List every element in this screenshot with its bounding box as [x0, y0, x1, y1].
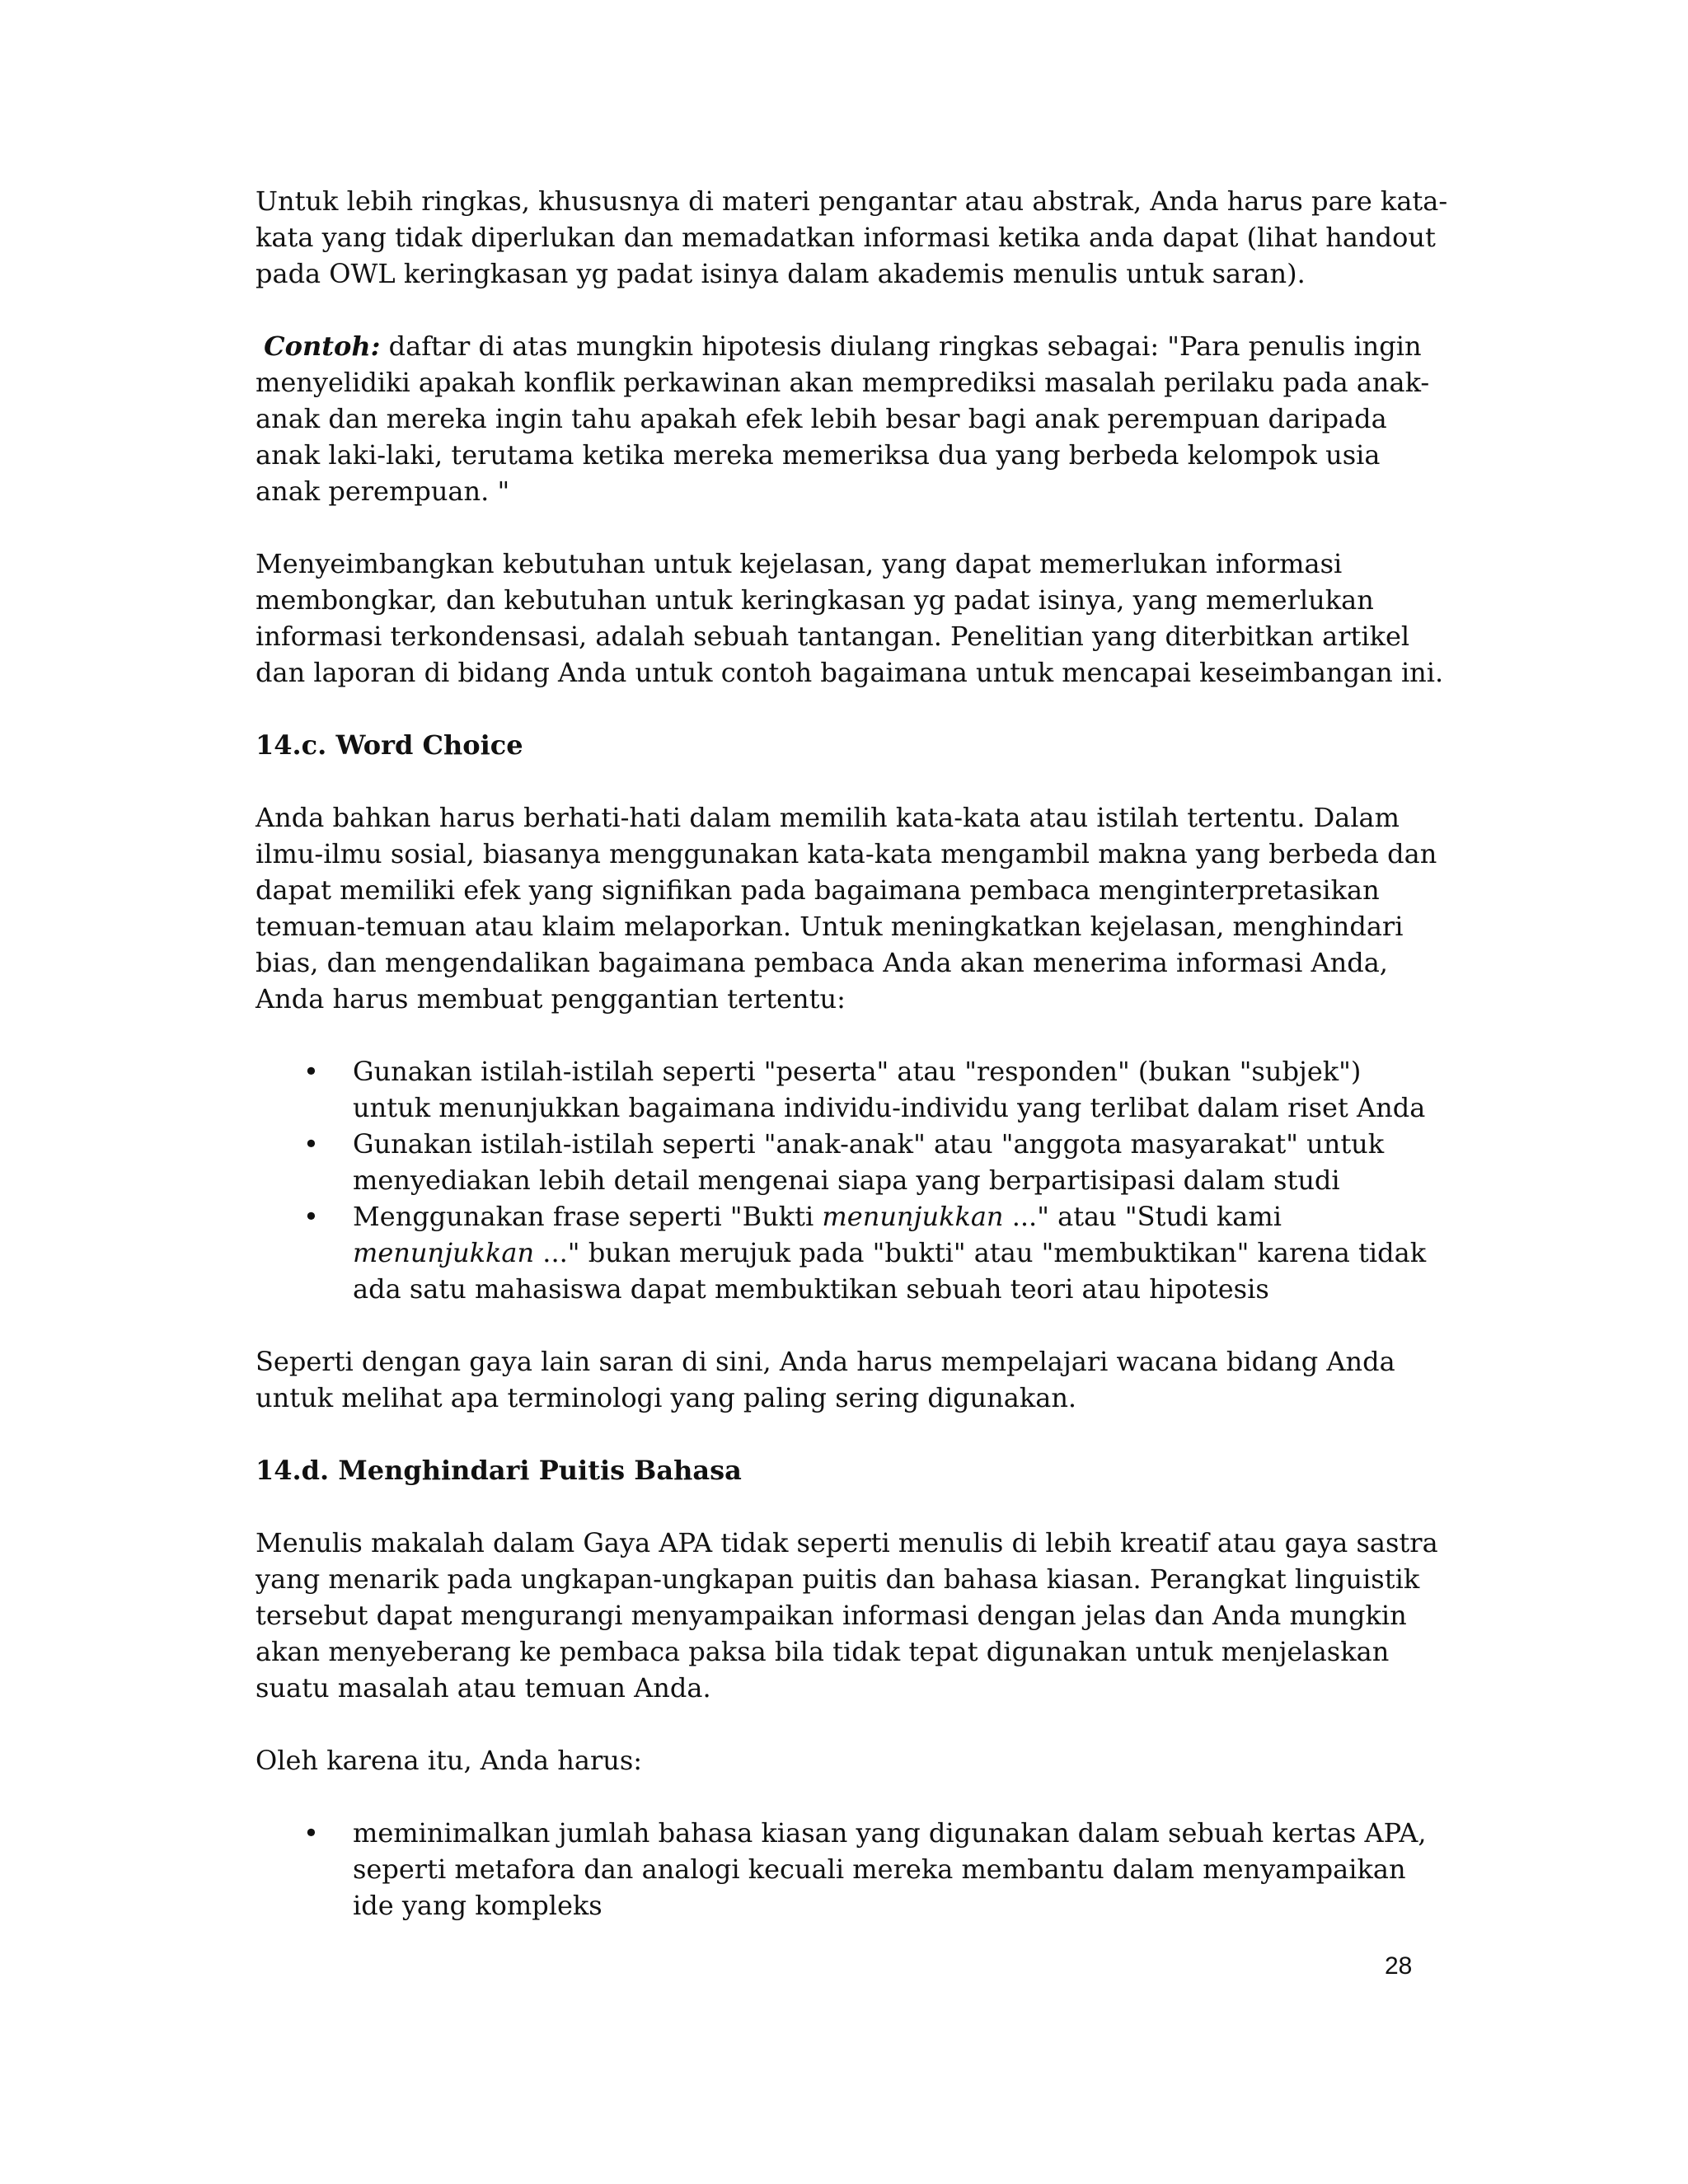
text-line: Anda bahkan harus berhati-hati dalam memilih kata-kata atau istilah tertentu. Dalam: [256, 802, 1400, 833]
text-line: bias, dan mengendalikan bagaimana pembaca Anda akan menerima informasi Anda,: [256, 947, 1388, 978]
paragraph-conciseness: [256, 183, 1451, 292]
text-line: suatu masalah atau temuan Anda.: [256, 1672, 711, 1704]
text-line: tersebut dapat mengurangi menyampaikan informasi dengan jelas dan Anda mungkin: [256, 1600, 1407, 1631]
text-line: pada OWL keringkasan yg padat isinya dalam akademis menulis untuk saran).: [256, 258, 1306, 289]
text-line: temuan-temuan atau klaim melaporkan. Untuk meningkatkan kejelasan, menghindari: [256, 911, 1404, 942]
text-line: menyediakan lebih detail mengenai siapa yang berpartisipasi dalam studi: [353, 1165, 1340, 1196]
list-item: [256, 1126, 1451, 1198]
text-line: informasi terkondensasi, adalah sebuah tantangan. Penelitian yang diterbitkan artikel: [256, 621, 1410, 652]
text-line: Menyeimbangkan kebutuhan untuk kejelasan, yang dapat memerlukan informasi: [256, 548, 1343, 579]
italic-term: menunjukkan: [353, 1237, 535, 1268]
text-line: Gunakan istilah-istilah seperti "anak-anak" atau "anggota masyarakat" untuk: [353, 1128, 1385, 1160]
text-line: akan menyeberang ke pembaca paksa bila tidak tepat digunakan untuk menjelaskan: [256, 1636, 1390, 1667]
paragraph-terminology: [256, 1343, 1451, 1416]
section-heading-poetic-language: 14.d. Menghindari Puitis Bahasa: [256, 1455, 742, 1486]
text-line: menyelidiki apakah konflik perkawinan akan memprediksi masalah perilaku pada anak-: [256, 367, 1430, 398]
text-line: meminimalkan jumlah bahasa kiasan yang digunakan dalam sebuah kertas APA,: [353, 1817, 1427, 1849]
text-line: [353, 1198, 1451, 1235]
text-line: anak perempuan. ": [256, 476, 510, 507]
text-line: anak dan mereka ingin tahu apakah efek lebih besar bagi anak perempuan daripada: [256, 403, 1387, 434]
paragraph-balancing: [256, 546, 1451, 691]
text-line: kata yang tidak diperlukan dan memadatkan informasi ketika anda dapat (lihat handout: [256, 222, 1436, 253]
italic-term: menunjukkan: [822, 1201, 1004, 1232]
text-line: Gunakan istilah-istilah seperti "peserta" atau "responden" (bukan "subjek"): [353, 1056, 1362, 1087]
list-item: [256, 1815, 1451, 1924]
word-choice-bullet-list: [256, 1053, 1451, 1307]
list-item: [256, 1053, 1451, 1126]
text-line: Menulis makalah dalam Gaya APA tidak seperti menulis di lebih kreatif atau gaya sastra: [256, 1527, 1438, 1558]
poetic-language-bullet-list: [256, 1815, 1451, 1924]
text-line: Oleh karena itu, Anda harus:: [256, 1745, 643, 1776]
paragraph-therefore: [256, 1742, 1451, 1779]
text-line: membongkar, dan kebutuhan untuk keringkasan yg padat isinya, yang memerlukan: [256, 584, 1374, 616]
text-run: ..." atau "Studi kami: [1003, 1201, 1282, 1232]
list-item: [256, 1198, 1451, 1307]
text-line: seperti metafora dan analogi kecuali mereka membantu dalam menyampaikan: [353, 1854, 1406, 1885]
text-line: untuk menunjukkan bagaimana individu-individu yang terlibat dalam riset Anda: [353, 1092, 1426, 1123]
section-heading-word-choice: 14.c. Word Choice: [256, 729, 523, 761]
text-line: dan laporan di bidang Anda untuk contoh bagaimana untuk mencapai keseimbangan ini.: [256, 657, 1444, 688]
text-line: dapat memiliki efek yang signifikan pada bagaimana pembaca menginterpretasikan: [256, 874, 1380, 906]
text-line: Seperti dengan gaya lain saran di sini, Anda harus mempelajari wacana bidang Anda: [256, 1346, 1395, 1377]
text-line: anak laki-laki, terutama ketika mereka memeriksa dua yang berbeda kelompok usia: [256, 439, 1381, 471]
text-line: untuk melihat apa terminologi yang paling sering digunakan.: [256, 1382, 1077, 1413]
text-line: ide yang kompleks: [353, 1890, 603, 1921]
bullet-icon: •: [303, 1056, 319, 1087]
paragraph-apa-style: [256, 1525, 1451, 1706]
text-line: Anda harus membuat penggantian tertentu:: [256, 983, 846, 1015]
bullet-icon: •: [303, 1128, 319, 1160]
page-number: 28: [1385, 1952, 1413, 1980]
text-line: ada satu mahasiswa dapat membuktikan sebuah teori atau hipotesis: [353, 1273, 1269, 1305]
paragraph-example: [256, 328, 1451, 509]
text-run: ..." bukan merujuk pada "bukti" atau "membuktikan" karena tidak: [534, 1237, 1427, 1268]
text-line: yang menarik pada ungkapan-ungkapan puitis dan bahasa kiasan. Perangkat linguistik: [256, 1563, 1420, 1595]
text-line: [256, 328, 1451, 364]
text-line: ilmu-ilmu sosial, biasanya menggunakan kata-kata mengambil makna yang berbeda dan: [256, 838, 1437, 869]
bullet-icon: •: [303, 1201, 319, 1232]
page-content: [256, 183, 1451, 1960]
text-line: Untuk lebih ringkas, khususnya di materi pengantar atau abstrak, Anda harus pare kata-: [256, 185, 1448, 217]
example-text: daftar di atas mungkin hipotesis diulang ringkas sebagai: "Para penulis ingin: [380, 330, 1422, 362]
example-label: Contoh:: [264, 330, 381, 362]
paragraph-word-choice: [256, 799, 1451, 1017]
text-run: Menggunakan frase seperti "Bukti: [353, 1201, 823, 1232]
text-line: [353, 1235, 1451, 1271]
bullet-icon: •: [303, 1817, 319, 1849]
